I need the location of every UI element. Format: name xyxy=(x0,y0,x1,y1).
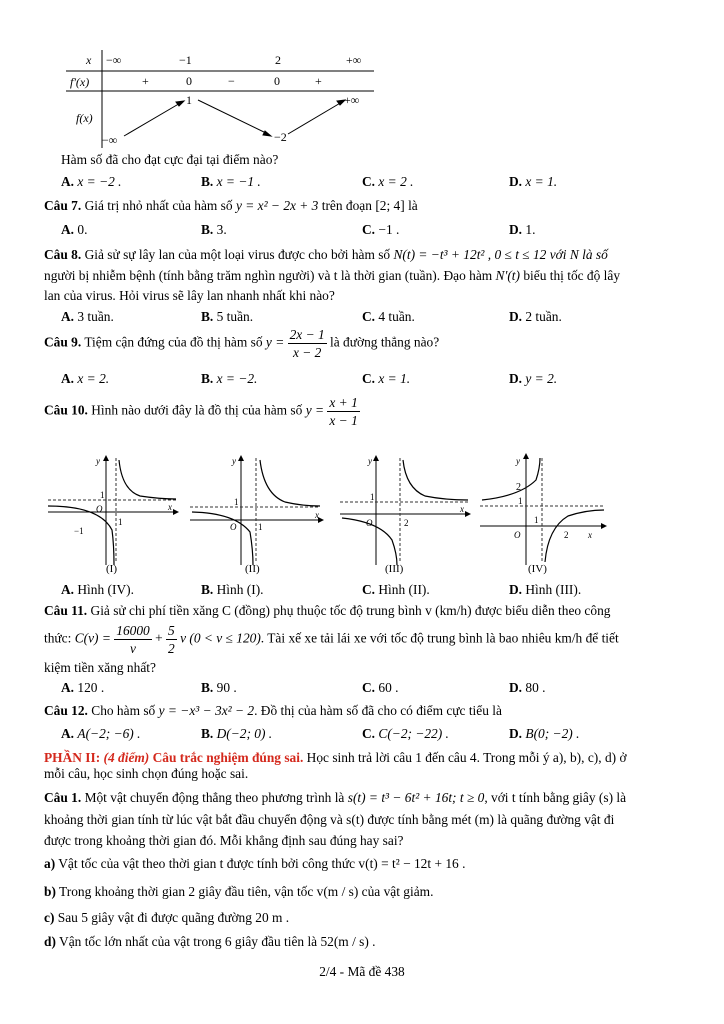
p2q1-line-2: khoảng thời gian tính từ lúc vật bắt đầu chuyển động và s(t) được tính bằng mét (m) là quãng đường vật đi xyxy=(44,812,615,827)
option-text: D(−2; 0) . xyxy=(216,726,273,741)
item-label: a) xyxy=(44,856,56,871)
q12-text-after: . Đồ thị của hàm số đã cho có điểm cực tiểu là xyxy=(254,703,502,718)
q12-formula: y = −x³ − 3x² − 2 xyxy=(158,703,255,718)
q9-y: y = xyxy=(265,334,285,350)
option-text: 0. xyxy=(77,222,88,237)
p2q1-item-a[interactable] xyxy=(44,856,465,872)
option-text: C(−2; −22) . xyxy=(378,726,449,741)
question-label: Câu 10. xyxy=(44,402,88,418)
q8-option-a[interactable] xyxy=(61,309,114,325)
vt-x-2: 2 xyxy=(275,53,281,67)
p2q1-line-1 xyxy=(44,790,626,806)
q8-text-2-tail: biểu thị tốc độ lây xyxy=(523,268,621,283)
option-label: A. xyxy=(61,174,75,189)
option-label: A. xyxy=(61,726,75,741)
part2-title: PHẦN II: xyxy=(44,750,101,765)
p2q1-item-c[interactable] xyxy=(44,910,289,926)
svg-text:1: 1 xyxy=(100,490,105,500)
q11-condition: v (0 < v ≤ 120) xyxy=(180,630,261,646)
q6-option-d[interactable] xyxy=(509,174,557,190)
option-text: Hình (II). xyxy=(378,582,430,597)
graph-label-2: (II) xyxy=(245,563,260,575)
fraction-numerator: x + 1 xyxy=(329,395,358,410)
q9-text-after: là đường thẳng nào? xyxy=(330,334,440,350)
svg-text:1: 1 xyxy=(518,496,523,506)
q11-plus: + xyxy=(155,630,163,646)
question-label: Câu 11. xyxy=(44,603,88,618)
q11-fraction-2 xyxy=(166,622,177,657)
option-text: x = −2. xyxy=(216,371,258,386)
option-text: 1. xyxy=(525,222,536,237)
vt-f-label: f(x) xyxy=(76,111,93,125)
svg-text:1: 1 xyxy=(258,522,263,532)
svg-text:y: y xyxy=(516,456,520,466)
option-text: 80 . xyxy=(525,680,546,695)
q11-line-2 xyxy=(44,622,619,657)
svg-text:y: y xyxy=(96,456,100,466)
q9-stem xyxy=(44,326,439,361)
q9-option-b[interactable] xyxy=(201,371,257,387)
q11-option-b[interactable] xyxy=(201,680,237,696)
q11-text-2-tail: . Tài xế xe tải lái xe với tốc độ trung bình là bao nhiêu km/h để tiết xyxy=(260,630,619,646)
option-label: B. xyxy=(201,726,214,741)
option-text: 2 tuần. xyxy=(525,309,562,324)
option-label: C. xyxy=(362,371,376,386)
q10-stem xyxy=(44,394,360,429)
option-label: D. xyxy=(509,222,523,237)
p2q1-text-tail: , với t tính bằng giây (s) là xyxy=(484,790,627,805)
svg-text:y: y xyxy=(368,456,372,466)
option-label: B. xyxy=(201,371,214,386)
q9-text: Tiệm cận đứng của đồ thị hàm số xyxy=(84,334,263,350)
question-label: Câu 1. xyxy=(44,790,82,805)
q11-cv: C(v) = xyxy=(74,630,111,646)
part2-instructions: Học sinh trả lời câu 1 đến câu 4. Trong mỗi ý a), b), c), d) ở xyxy=(306,750,627,765)
option-text: x = 2. xyxy=(77,371,110,386)
q12-option-c[interactable] xyxy=(362,726,449,742)
option-label: D. xyxy=(509,371,523,386)
q11-line-3: kiệm tiền xăng nhất? xyxy=(44,660,156,675)
svg-text:2: 2 xyxy=(404,518,409,528)
svg-text:1: 1 xyxy=(534,515,539,525)
option-text: 3. xyxy=(216,222,227,237)
q11-text-2: thức: xyxy=(44,630,72,646)
option-text: x = −2 . xyxy=(77,174,122,189)
vt-x-3: +∞ xyxy=(346,53,362,67)
q6-option-c[interactable] xyxy=(362,174,413,190)
question-label: Câu 9. xyxy=(44,334,82,350)
q12-option-a[interactable] xyxy=(61,726,140,742)
q11-option-d[interactable] xyxy=(509,680,545,696)
question-label: Câu 7. xyxy=(44,198,82,213)
q9-fraction xyxy=(288,326,327,361)
q6-question: Hàm số đã cho đạt cực đại tại điểm nào? xyxy=(61,152,279,167)
graph-label-4: (IV) xyxy=(528,563,547,575)
page-footer: 2/4 - Mã đề 438 xyxy=(319,964,405,979)
fraction-numerator: 2x − 1 xyxy=(289,327,325,342)
q11-line-1 xyxy=(44,603,610,619)
option-text: 4 tuần. xyxy=(378,309,415,324)
q12-option-d[interactable] xyxy=(509,726,579,742)
variation-table xyxy=(66,50,376,150)
q8-line-1 xyxy=(44,247,608,263)
vt-sign-2: − xyxy=(228,74,235,88)
q7-option-d[interactable] xyxy=(509,222,535,238)
option-label: C. xyxy=(362,582,376,597)
q7-stem xyxy=(44,198,418,214)
q9-option-d[interactable] xyxy=(509,371,557,387)
graph-label-1: (I) xyxy=(106,563,117,575)
option-text: x = 1. xyxy=(525,174,558,189)
svg-text:O: O xyxy=(366,518,373,528)
option-label: C. xyxy=(362,309,376,324)
q10-option-a[interactable] xyxy=(61,582,134,598)
item-text: Trong khoảng thời gian 2 giây đầu tiên, vận tốc v(m / s) của vật giảm. xyxy=(59,884,434,899)
q8-option-c[interactable] xyxy=(362,309,415,325)
option-text: 90 . xyxy=(216,680,237,695)
option-label: A. xyxy=(61,309,75,324)
svg-text:x: x xyxy=(315,510,319,520)
item-text: Sau 5 giây vật đi được quãng đường 20 m . xyxy=(57,910,290,925)
vt-f-0: −∞ xyxy=(102,133,118,147)
q6-option-a[interactable] xyxy=(61,174,122,190)
q7-option-b[interactable] xyxy=(201,222,227,238)
p2q1-line-3: được trong khoảng thời gian đó. Mỗi khẳng định sau đúng hay sai? xyxy=(44,833,404,848)
option-label: B. xyxy=(201,222,214,237)
part2-type: Câu trắc nghiệm đúng sai. xyxy=(152,750,304,765)
q8-text-2: người bị nhiễm bệnh (tính bằng trăm nghìn người) và t là thời gian (tuần). Đạo hàm xyxy=(44,268,493,283)
svg-text:O: O xyxy=(230,522,237,532)
q8-line-2 xyxy=(44,268,620,284)
fraction-numerator: 5 xyxy=(168,623,175,638)
option-text: A(−2; −6) . xyxy=(77,726,141,741)
q10-option-b[interactable] xyxy=(201,582,264,598)
option-text: 3 tuần. xyxy=(77,309,114,324)
vt-sign-3: 0 xyxy=(274,74,280,88)
option-label: B. xyxy=(201,582,214,597)
fraction-numerator: 16000 xyxy=(116,623,150,638)
item-label: c) xyxy=(44,910,55,925)
option-text: x = 1. xyxy=(378,371,411,386)
svg-text:−1: −1 xyxy=(74,526,84,536)
svg-text:2: 2 xyxy=(564,530,569,540)
q11-fraction-1 xyxy=(114,622,151,657)
fraction-denominator: v xyxy=(130,641,136,656)
q11-option-a[interactable] xyxy=(61,680,104,696)
q7-option-a[interactable] xyxy=(61,222,87,238)
option-label: D. xyxy=(509,582,523,597)
q11-option-c[interactable] xyxy=(362,680,398,696)
graph-label-3: (III) xyxy=(385,563,404,575)
option-label: D. xyxy=(509,680,523,695)
option-text: Hình (I). xyxy=(216,582,264,597)
vt-x-label: x xyxy=(86,53,92,67)
graph-3[interactable] xyxy=(340,456,470,575)
q10-text: Hình nào dưới đây là đồ thị của hàm số xyxy=(91,402,303,418)
option-label: B. xyxy=(201,309,214,324)
option-label: A. xyxy=(61,680,75,695)
option-text: 120 . xyxy=(77,680,105,695)
svg-text:x: x xyxy=(460,504,464,514)
q12-option-b[interactable] xyxy=(201,726,272,742)
option-text: Hình (IV). xyxy=(77,582,134,597)
item-label: d) xyxy=(44,934,56,949)
option-text: Hình (III). xyxy=(525,582,582,597)
vt-sign-0: + xyxy=(142,74,149,88)
q7-text: Giá trị nhỏ nhất của hàm số xyxy=(84,198,233,213)
option-text: 5 tuần. xyxy=(216,309,254,324)
option-label: D. xyxy=(509,309,523,324)
svg-text:1: 1 xyxy=(118,517,123,527)
p2q1-formula: s(t) = t³ − 6t² + 16t; t ≥ 0 xyxy=(347,790,485,805)
q8-formula: N(t) = −t³ + 12t² , 0 ≤ t ≤ 12 với N là số xyxy=(393,247,608,262)
svg-text:2: 2 xyxy=(516,482,521,493)
part2-instructions-2: mỗi câu, học sinh chọn đúng hoặc sai. xyxy=(44,766,249,781)
q7-option-c[interactable] xyxy=(362,222,399,238)
p2q1-item-d[interactable] xyxy=(44,934,376,950)
fraction-denominator: x − 2 xyxy=(292,345,322,360)
vt-f-1: 1 xyxy=(186,93,192,107)
option-text: x = −1 . xyxy=(216,174,261,189)
part2-points: (4 điểm) xyxy=(103,750,150,765)
option-label: B. xyxy=(201,174,214,189)
q10-option-d[interactable] xyxy=(509,582,581,598)
svg-text:y: y xyxy=(232,456,236,466)
q8-option-b[interactable] xyxy=(201,309,253,325)
item-text: Vận tốc lớn nhất của vật trong 6 giây đầu tiên là 52(m / s) . xyxy=(59,934,376,949)
q7-text-after: trên đoạn xyxy=(321,198,372,213)
p2q1-item-b[interactable] xyxy=(44,884,433,900)
vt-x-1: −1 xyxy=(179,53,192,67)
option-text: x = 2 . xyxy=(378,174,414,189)
q7-formula: y = x² − 2x + 3 xyxy=(235,198,319,213)
q12-text: Cho hàm số xyxy=(91,703,156,718)
q8-option-d[interactable] xyxy=(509,309,562,325)
option-label: D. xyxy=(509,726,523,741)
svg-text:x: x xyxy=(588,530,592,540)
vt-sign-1: 0 xyxy=(186,74,192,88)
option-label: C. xyxy=(362,174,376,189)
q11-text: Giả sử chi phí tiền xăng C (đồng) phụ thuộc tốc độ trung bình v (km/h) được biểu diễn theo công xyxy=(90,603,611,618)
option-label: B. xyxy=(201,680,214,695)
svg-text:x: x xyxy=(168,502,172,512)
vt-sign-4: + xyxy=(315,74,322,88)
svg-text:O: O xyxy=(514,530,521,540)
q10-fraction xyxy=(327,394,359,429)
vt-fp-label: f'(x) xyxy=(70,75,90,89)
item-label: b) xyxy=(44,884,56,899)
svg-text:1: 1 xyxy=(370,492,375,502)
option-text: B(0; −2) . xyxy=(525,726,580,741)
q8-text: Giả sử sự lây lan của một loại virus được cho bởi hàm số xyxy=(84,247,391,262)
option-text: y = 2. xyxy=(525,371,558,386)
fraction-denominator: 2 xyxy=(168,641,175,656)
fraction-denominator: x − 1 xyxy=(329,413,358,428)
q9-option-c[interactable] xyxy=(362,371,410,387)
option-label: A. xyxy=(61,582,75,597)
option-label: D. xyxy=(509,174,523,189)
q7-tail: là xyxy=(408,198,418,213)
graph-4[interactable] xyxy=(480,454,606,575)
part2-heading xyxy=(44,750,627,766)
q12-stem xyxy=(44,703,502,719)
vt-f-2: −2 xyxy=(274,130,287,144)
option-label: C. xyxy=(362,680,376,695)
q9-option-a[interactable] xyxy=(61,371,109,387)
option-label: A. xyxy=(61,371,75,386)
question-label: Câu 12. xyxy=(44,703,88,718)
p2q1-text: Một vật chuyển động thẳng theo phương trình là xyxy=(84,790,345,805)
svg-text:1: 1 xyxy=(234,497,239,507)
q6-option-b[interactable] xyxy=(201,174,261,190)
option-label: C. xyxy=(362,726,376,741)
graph-2[interactable] xyxy=(190,456,323,575)
q8-derivative: N'(t) xyxy=(495,268,520,283)
question-label: Câu 8. xyxy=(44,247,82,262)
item-text: Vật tốc của vật theo thời gian t được tính bởi công thức v(t) = t² − 12t + 16 . xyxy=(58,856,466,871)
q10-y: y = xyxy=(305,402,325,418)
option-text: −1 . xyxy=(378,222,400,237)
q7-interval: [2; 4] xyxy=(375,198,405,213)
q10-graphs xyxy=(40,450,610,575)
svg-text:O: O xyxy=(96,504,103,514)
vt-f-3: +∞ xyxy=(344,93,360,107)
q10-option-c[interactable] xyxy=(362,582,430,598)
option-label: A. xyxy=(61,222,75,237)
graph-1[interactable] xyxy=(48,456,178,575)
vt-x-0: −∞ xyxy=(106,53,122,67)
option-text: 60 . xyxy=(378,680,399,695)
option-label: C. xyxy=(362,222,376,237)
q8-line-3: lan của virus. Hỏi virus sẽ lây lan nhanh nhất khi nào? xyxy=(44,288,335,303)
